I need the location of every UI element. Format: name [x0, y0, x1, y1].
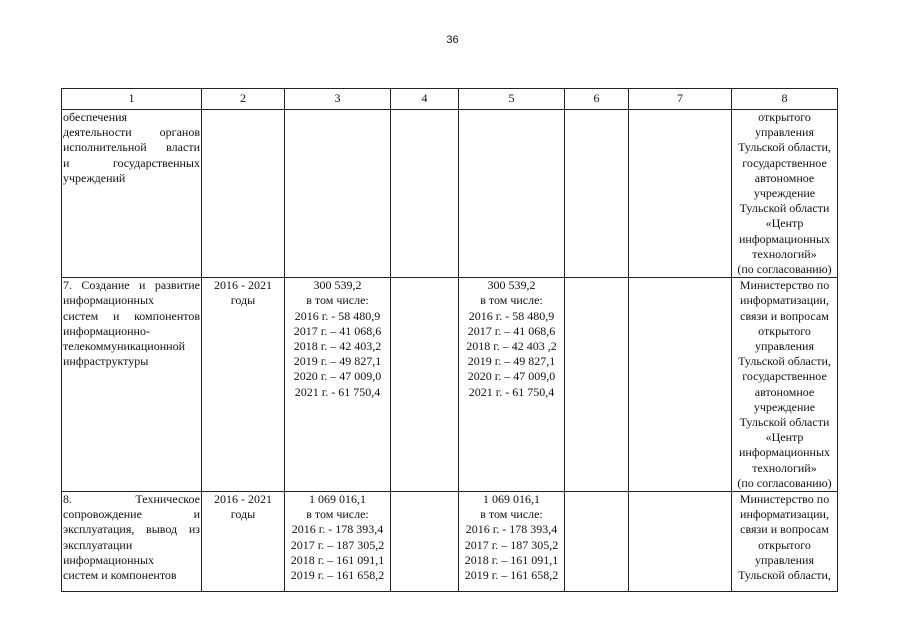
cell-line: 2017 г. – 41 068,6 — [293, 323, 382, 338]
cell-line: в том числе: — [306, 293, 369, 308]
table-cell-col-4 — [391, 110, 459, 278]
cell-line: учреждений — [63, 170, 126, 185]
column-header: 1 — [62, 89, 202, 110]
cell-line: 2017 г. – 187 305,2 — [290, 537, 385, 552]
column-header: 4 — [391, 89, 459, 110]
table-row — [62, 278, 838, 492]
cell-line: информационных — [63, 552, 155, 567]
cell-line: 2017 г. – 187 305,2 — [464, 537, 559, 552]
cell-line: 2016 г. - 178 393,4 — [465, 522, 558, 537]
cell-line: эксплуатации — [63, 537, 133, 552]
cell-line: Тульской области — [739, 415, 830, 430]
table-cell-col-6 — [565, 492, 629, 592]
page-number: 36 — [446, 34, 459, 46]
cell-line: в том числе: — [480, 293, 543, 308]
table-cell-col-6 — [565, 110, 629, 278]
cell-line: годы — [230, 293, 256, 308]
table-cell-col-4 — [391, 278, 459, 492]
cell-line: 2020 г. – 47 009,0 — [293, 369, 382, 384]
table-cell-col-8 — [732, 492, 838, 592]
table-cell-col-3 — [285, 492, 391, 592]
cell-line: 2018 г. – 42 403 ,2 — [466, 339, 557, 354]
cell-line: 300 539,2 — [487, 278, 536, 293]
cell-line: информационных — [738, 445, 831, 460]
cell-line: технологий» — [752, 460, 817, 475]
table-cell-col-2 — [202, 110, 285, 278]
cell-line: связи и вопросам — [740, 308, 829, 323]
cell-line: информационных — [738, 231, 831, 246]
cell-line: информатизации, — [740, 507, 829, 522]
cell-line: сопровождение и — [63, 507, 200, 522]
cell-line: управления — [755, 125, 814, 140]
cell-line: годы — [230, 507, 256, 522]
table-cell-col-6 — [565, 278, 629, 492]
cell-line: открытого — [758, 537, 811, 552]
cell-line: управления — [755, 552, 814, 567]
column-header: 3 — [285, 89, 391, 110]
cell-line: информационно- — [63, 323, 150, 338]
table-cell-col-7 — [629, 278, 732, 492]
cell-line: учреждение — [753, 399, 816, 414]
column-number-row — [62, 89, 838, 110]
cell-line: Тульской области, — [738, 354, 831, 369]
cell-line: исполнительной власти — [63, 140, 200, 155]
table-cell-col-4 — [391, 492, 459, 592]
cell-line: 2018 г. – 42 403,2 — [293, 339, 382, 354]
cell-line: Министерство по — [739, 492, 830, 507]
cell-line: инфраструктуры — [63, 354, 149, 369]
cell-line: 2019 г. – 49 827,1 — [293, 354, 382, 369]
cell-line: (по согласованию) — [737, 475, 832, 490]
cell-line: 2016 г. - 58 480,9 — [468, 308, 555, 323]
program-table — [61, 88, 838, 592]
cell-line: учреждение — [753, 186, 816, 201]
column-header: 8 — [732, 89, 838, 110]
column-header: 6 — [565, 89, 629, 110]
cell-line: (по согласованию) — [737, 262, 832, 277]
cell-line: государственное — [742, 155, 827, 170]
table-cell-col-5 — [459, 110, 565, 278]
table-cell-col-8 — [732, 110, 838, 278]
table-row — [62, 492, 838, 592]
cell-line: 2019 г. – 49 827,1 — [467, 354, 556, 369]
table-cell-col-5 — [459, 278, 565, 492]
cell-line: 1 069 016,1 — [483, 492, 540, 507]
cell-line: 2021 г. - 61 750,4 — [468, 384, 555, 399]
cell-line: открытого — [758, 323, 811, 338]
table-cell-col-1 — [62, 110, 202, 278]
cell-line: автономное — [754, 384, 815, 399]
cell-line: «Центр — [765, 430, 804, 445]
cell-line: информатизации, — [740, 293, 829, 308]
cell-line: Тульской области, — [738, 140, 831, 155]
cell-line: Тульской области, — [738, 568, 831, 583]
cell-line: систем и компонентов — [63, 568, 177, 583]
cell-line: 8. Техническое — [63, 492, 200, 507]
cell-line: 300 539,2 — [313, 278, 362, 293]
cell-line: 1 069 016,1 — [309, 492, 366, 507]
cell-line: 2020 г. – 47 009,0 — [467, 369, 556, 384]
table-cell-col-2 — [202, 278, 285, 492]
cell-line: 2016 - 2021 — [214, 278, 272, 293]
column-header: 7 — [629, 89, 732, 110]
cell-line: связи и вопросам — [740, 522, 829, 537]
cell-line: систем и компонентов — [63, 308, 200, 323]
column-header: 2 — [202, 89, 285, 110]
cell-line: 2018 г. – 161 091,1 — [290, 552, 385, 567]
cell-line: в том числе: — [480, 507, 543, 522]
table-cell-col-1 — [62, 278, 202, 492]
cell-line: открытого — [758, 110, 811, 124]
cell-line: Тульской области — [739, 201, 830, 216]
cell-line: деятельности органов — [63, 125, 200, 140]
cell-line: 2018 г. – 161 091,1 — [464, 552, 559, 567]
cell-line: эксплуатация, вывод из — [63, 522, 200, 537]
cell-line: 2017 г. – 41 068,6 — [467, 323, 556, 338]
cell-line: 2019 г. – 161 658,2 — [290, 568, 385, 583]
table-cell-col-8 — [732, 278, 838, 492]
cell-line: и государственных — [63, 155, 200, 170]
cell-line: технологий» — [752, 246, 817, 261]
cell-line: 2016 г. - 178 393,4 — [291, 522, 384, 537]
cell-line: 2021 г. - 61 750,4 — [294, 384, 381, 399]
cell-line: 2019 г. – 161 658,2 — [464, 568, 559, 583]
cell-line: 7. Создание и развитие — [63, 278, 200, 293]
table-cell-col-7 — [629, 492, 732, 592]
cell-line: управления — [755, 339, 814, 354]
table-cell-col-3 — [285, 110, 391, 278]
table-cell-col-1 — [62, 492, 202, 592]
cell-line: государственное — [742, 369, 827, 384]
cell-line: «Центр — [765, 216, 804, 231]
table-row — [62, 110, 838, 278]
cell-line: телекоммуникационной — [63, 339, 185, 354]
table-cell-col-2 — [202, 492, 285, 592]
cell-line: автономное — [754, 170, 815, 185]
cell-line: 2016 г. - 58 480,9 — [294, 308, 381, 323]
cell-line: обеспечения — [63, 110, 128, 124]
cell-line: Министерство по — [739, 278, 830, 293]
cell-line: информационных — [63, 293, 155, 308]
table-cell-col-5 — [459, 492, 565, 592]
cell-line: 2016 - 2021 — [214, 492, 272, 507]
cell-line: в том числе: — [306, 507, 369, 522]
table-cell-col-3 — [285, 278, 391, 492]
table-cell-col-7 — [629, 110, 732, 278]
column-header: 5 — [459, 89, 565, 110]
